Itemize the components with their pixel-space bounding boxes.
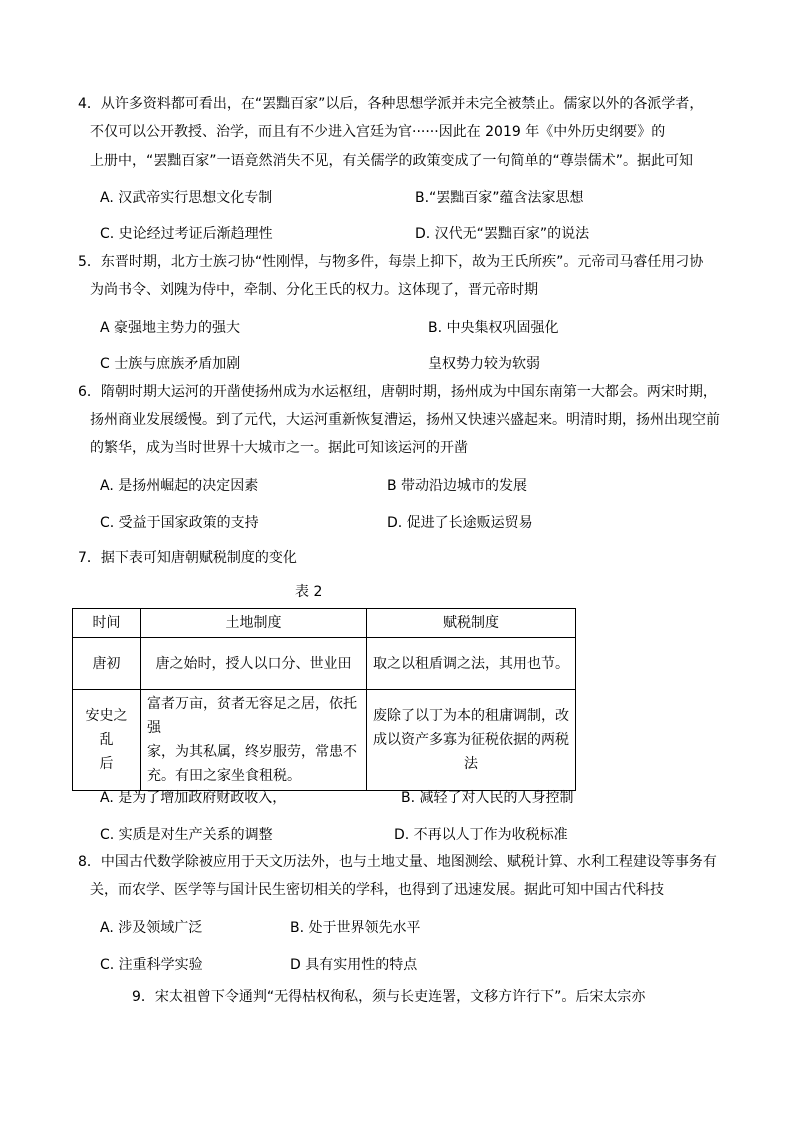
table-row [73, 690, 576, 791]
q7-option-d[interactable]: D. 不再以人丁作为收税标准 [394, 827, 568, 843]
q8-option-c[interactable]: C. 注重科学实验 [100, 957, 203, 973]
q5-option-d[interactable]: 皇权势力较为软弱 [428, 356, 540, 372]
q8-line-2: 关，而农学、医学等与国计民生密切相关的学科，也得到了迅速发展。据此可知中国古代科技 [90, 882, 664, 898]
q5-line-2: 为尚书令、刘隗为侍中，牵制、分化王氏的权力。这体现了，晋元帝时期 [90, 282, 538, 298]
table-row [73, 638, 576, 690]
q4-line-2: 不仅可以公开教授、治学，而且有不少进入宫廷为官······因此在 2019 年《中外历史纲要》的 [90, 124, 666, 140]
table-cell-tax: 取之以租盾调之法，其用也节。 [367, 638, 576, 690]
table-caption: 表 2 [295, 584, 323, 600]
q8-option-b[interactable]: B. 处于世界领先水平 [290, 920, 421, 936]
q6-option-d[interactable]: D. 促进了长途贩运贸易 [387, 515, 533, 531]
q8-line-1: 8．中国古代数学除被应用于天文历法外，也与土地丈量、地图测绘、赋税计算、水利工程建设等事务有 [78, 854, 717, 870]
q4-line-1: 4．从许多资料都可看出，在“罢黜百家”以后，各种思想学派并未完全被禁止。儒家以外的各派学者， [78, 96, 704, 112]
q5-line-1: 5．东晋时期，北方士族刁协“性刚悍，与物多件，每崇上抑下，故为王氏所疾”。元帝司马睿任用刁协 [78, 254, 704, 270]
q5-option-b[interactable]: B. 中央集权巩固强化 [428, 320, 559, 336]
table-cell-tax-line: 废除了以丁为本的租庸调制，改 [373, 708, 569, 724]
table-cell-time [73, 690, 141, 791]
table-header-tax: 赋税制度 [367, 609, 576, 638]
q4-option-b[interactable]: B.“罢黜百家”蕴含法家思想 [415, 190, 584, 206]
table-cell-land-line: 充。有田之家坐食租税。 [147, 768, 301, 784]
q6-option-a[interactable]: A. 是扬州崛起的决定因素 [100, 478, 259, 494]
table-header-row [73, 609, 576, 638]
table-cell-land [141, 690, 367, 791]
tax-table [72, 608, 576, 791]
q8-option-d[interactable]: D 具有实用性的特点 [290, 957, 418, 973]
table-cell-tax-line: 法 [464, 756, 478, 772]
table-cell-land-line: 家，为其私属，终岁服劳，常患不 [147, 744, 357, 760]
q7-option-c[interactable]: C. 实质是对生产关系的调整 [100, 827, 273, 843]
q6-option-c[interactable]: C. 受益于国家政策的支持 [100, 515, 259, 531]
table-header-time: 时间 [73, 609, 141, 638]
q7-option-b[interactable]: B. 减轻了对人民的人身控制 [401, 790, 574, 806]
q7-line-1: 7．据下表可知唐朝赋税制度的变化 [78, 550, 297, 566]
q4-line-3: 上册中，“罢黜百家”一语竟然消失不见，有关儒学的政策变成了一句简单的“尊崇儒术”。据此可知 [90, 153, 694, 169]
q9-line-1: 9．宋太祖曾下令通判“无得枯权徇私，须与长吏连署，文移方许行下”。后宋太宗亦 [132, 989, 646, 1005]
q8-option-a[interactable]: A. 涉及领域广泛 [100, 920, 203, 936]
table-cell-land: 唐之始时，授人以口分、世业田 [141, 638, 367, 690]
table-cell-time-line: 后 [99, 756, 114, 772]
q4-option-a[interactable]: A. 汉武帝实行思想文化专制 [100, 190, 273, 206]
q5-option-c[interactable]: C 士族与庶族矛盾加剧 [100, 356, 241, 372]
table-cell-land-line: 富者万亩，贫者无容足之居，依托强 [147, 696, 357, 736]
q4-option-c[interactable]: C. 史论经过考证后渐趋理性 [100, 226, 273, 242]
table-cell-tax-line: 成以资产多寡为征税依据的两税 [373, 732, 569, 748]
q6-line-3: 的繁华，成为当时世界十大城市之一。据此可知该运河的开凿 [90, 440, 468, 456]
table-cell-time-line: 安史之乱 [85, 708, 128, 748]
q5-option-a[interactable]: A 豪强地主势力的强大 [100, 320, 241, 336]
q4-option-d[interactable]: D. 汉代无“罢黜百家”的说法 [415, 226, 590, 242]
q6-line-1: 6．隋朝时期大运河的开凿使扬州成为水运枢纽，唐朝时期，扬州成为中国东南第一大都会。两宋时期， [78, 384, 717, 400]
table-cell-time: 唐初 [73, 638, 141, 690]
table-cell-tax [367, 690, 576, 791]
table-header-land: 土地制度 [141, 609, 367, 638]
q6-option-b[interactable]: B 带动沿边城市的发展 [387, 478, 528, 494]
q6-line-2: 扬州商业发展缓慢。到了元代，大运河重新恢复漕运，扬州又快速兴盛起来。明清时期，扬州出现空前 [90, 412, 720, 428]
q7-option-a[interactable]: A. 是为了增加政府财政收入， [100, 790, 287, 806]
